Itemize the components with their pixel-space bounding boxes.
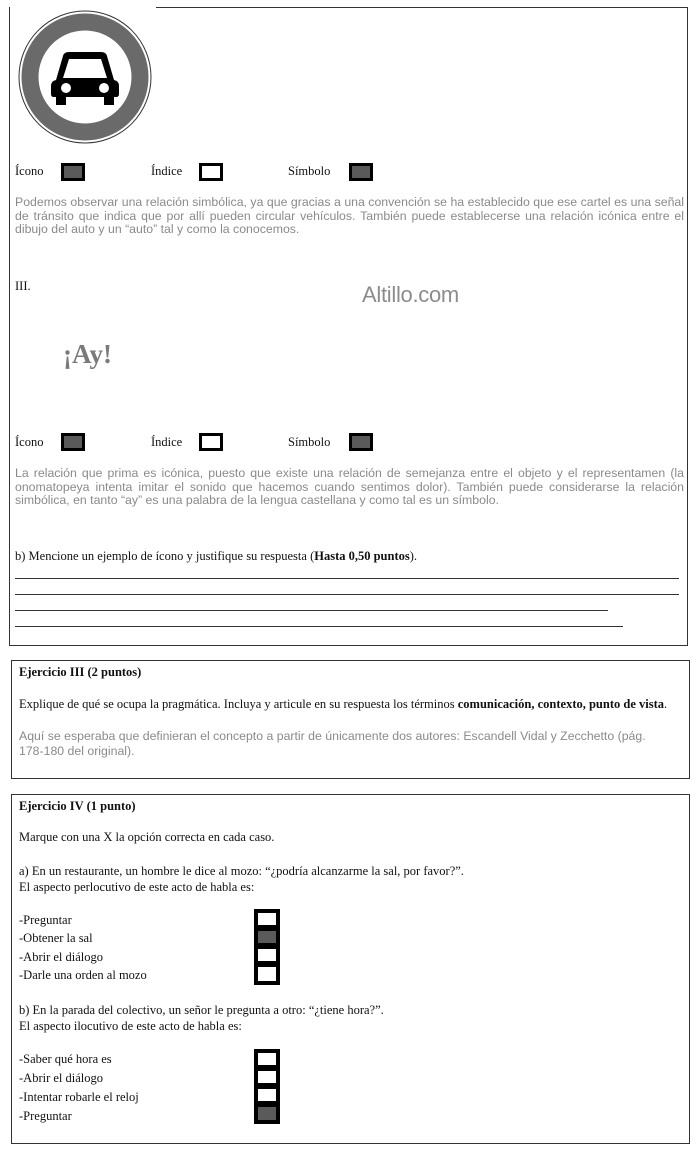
watermark: Altillo.com: [362, 282, 459, 307]
option-indice-checkbox[interactable]: [199, 433, 223, 451]
qb-checkbox-robar-reloj[interactable]: [258, 1089, 276, 1101]
qb-checkbox-abrir-dialogo[interactable]: [258, 1071, 276, 1083]
option-simbolo-label: Símbolo: [288, 435, 331, 449]
option-simbolo-label: Símbolo: [288, 164, 331, 178]
question-b-line2: El aspecto ilocutivo de este acto de habla es:: [19, 1019, 242, 1033]
qa-option-label: -Obtener la sal: [19, 931, 93, 945]
question-a-line2: El aspecto perlocutivo de este acto de habla es:: [19, 880, 255, 894]
option-indice-label: Índice: [151, 164, 183, 178]
part1-answer-text: Podemos observar una relación simbólica, ya que gracias a una convención se ha establecido que ese cartel es una señal de tránsito que indica que por allí pueden circular vehículos. También puede establecerse una relación icónica entre el dibujo del auto y un “auto” tal y como la conocemos.: [15, 195, 684, 237]
part3-numeral: III.: [15, 279, 31, 293]
option-indice-label: Índice: [151, 435, 183, 449]
question-b-line1: b) En la parada del colectivo, un señor le pregunta a otro: “¿tiene hora?”.: [19, 1003, 384, 1017]
qb-option-label: -Abrir el diálogo: [19, 1071, 104, 1085]
qb-checkbox-saber-hora[interactable]: [258, 1053, 276, 1065]
qa-option-label: -Darle una orden al mozo: [19, 968, 147, 982]
exclamation-ay: ¡Ay!: [63, 339, 112, 369]
ejercicio-3-prompt: Explique de qué se ocupa la pragmática. Incluya y articule en su respuesta los términos comunicación, contexto, punto de vista.: [19, 697, 668, 711]
section-1-top-border: [156, 7, 688, 8]
qa-checkbox-obtener-sal[interactable]: [258, 931, 276, 943]
ejercicio-3-note: Aquí se esperaba que definieran el concepto a partir de únicamente dos autores: Escandell Vidal y Zecchetto (pág. 178-180 del original).: [19, 729, 646, 758]
option-simbolo-checkbox[interactable]: [349, 163, 373, 181]
qb-checkbox-stack: [254, 1049, 280, 1124]
answer-line[interactable]: [15, 578, 679, 579]
ejercicio-3-title: Ejercicio III (2 puntos): [19, 665, 142, 679]
option-indice-checkbox[interactable]: [199, 163, 223, 181]
qb-checkbox-preguntar[interactable]: [258, 1107, 276, 1120]
question-b: b) Mencione un ejemplo de ícono y justifique su respuesta (Hasta 0,50 puntos).: [15, 549, 418, 563]
question-a-line1: a) En un restaurante, un hombre le dice al mozo: “¿podría alcanzarme la sal, por favor?”.: [19, 864, 464, 878]
option-simbolo-checkbox[interactable]: [349, 433, 373, 451]
qa-checkbox-preguntar[interactable]: [258, 913, 276, 925]
option-icono-label: Ícono: [15, 164, 44, 178]
ejercicio-4-instruction: Marque con una X la opción correcta en cada caso.: [19, 830, 275, 844]
qb-option-label: -Preguntar: [19, 1109, 72, 1123]
answer-line[interactable]: [15, 594, 679, 595]
qa-checkbox-darle-orden[interactable]: [258, 967, 276, 981]
answer-line[interactable]: [15, 626, 623, 627]
qb-option-label: -Intentar robarle el reloj: [19, 1090, 139, 1104]
option-icono-checkbox[interactable]: [61, 433, 85, 451]
qa-checkbox-stack: [254, 909, 280, 985]
qa-option-label: -Preguntar: [19, 913, 72, 927]
option-icono-checkbox[interactable]: [61, 163, 85, 181]
qb-option-label: -Saber qué hora es: [19, 1052, 112, 1066]
qa-option-label: -Abrir el diálogo: [19, 950, 104, 964]
part3-answer-text: La relación que prima es icónica, puesto que existe una relación de semejanza entre el objeto y el representamen (la onomatopeya intenta imitar el sonido que hacemos cuando sentimos dolor). También puede considerarse la relación simbólica, en tanto “ay” es una palabra de la lengua castellana y como tal es un símbolo.: [15, 466, 684, 508]
answer-line[interactable]: [15, 610, 608, 611]
qa-checkbox-abrir-dialogo[interactable]: [258, 949, 276, 961]
option-icono-label: Ícono: [15, 435, 44, 449]
traffic-sign-image: [16, 8, 154, 146]
ejercicio-4-title: Ejercicio IV (1 punto): [19, 799, 136, 813]
